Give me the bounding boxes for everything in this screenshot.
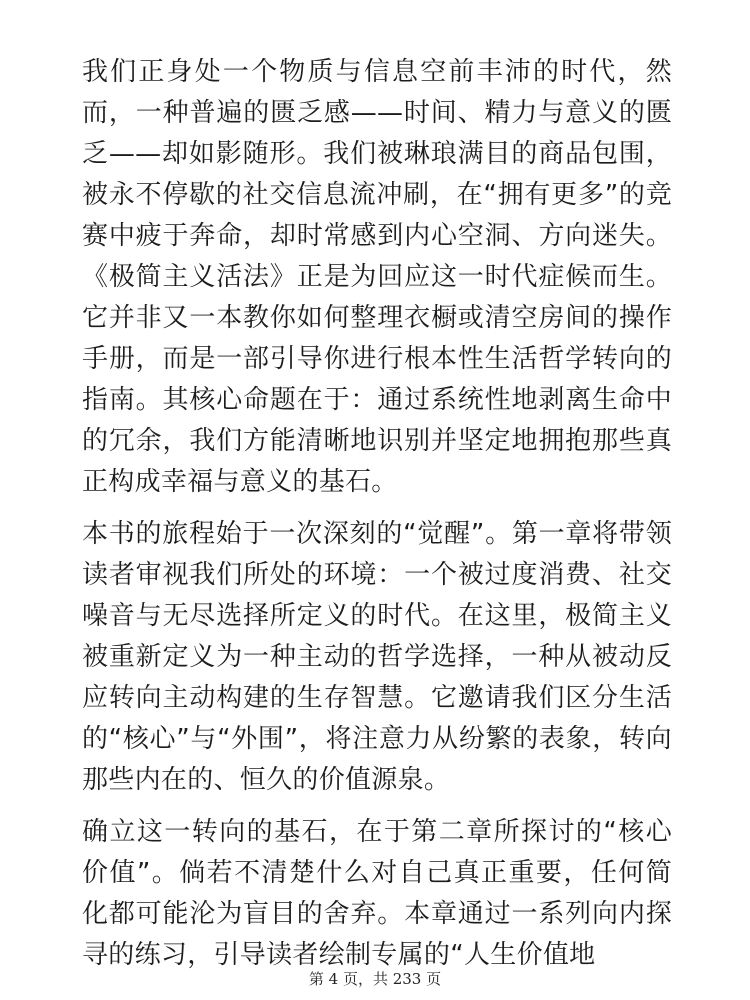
body-text [82,52,672,987]
paragraph-2: 本书的旅程始于一次深刻的“觉醒”。第一章将带领读者审视我们所处的环境：一个被过度消费、社交噪音与无尽选择所定义的时代。在这里，极简主义被重新定义为一种主动的哲学选择，一种从被动反应转向主动构建的生存智慧。它邀请我们区分生活的“核心”与“外围”，将注意力从纷繁的表象，转向那些内在的、恒久的价值源泉。 [82,519,672,795]
page-number: 第 4 页，共 233 页 [308,970,442,988]
paragraph-1: 我们正身处一个物质与信息空前丰沛的时代，然而，一种普遍的匮乏感——时间、精力与意义的匮乏——却如影随形。我们被琳琅满目的商品包围，被永不停歇的社交信息流冲刷，在“拥有更多”的竞赛中疲于奔命，却时常感到内心空洞、方向迷失。《极简主义活法》正是为回应这一时代症候而生。它并非又一本教你如何整理衣橱或清空房间的操作手册，而是一部引导你进行根本性生活哲学转向的指南。其核心命题在于：通过系统性地剥离生命中的冗余，我们方能清晰地识别并坚定地拥抱那些真正构成幸福与意义的基石。 [82,57,672,497]
paragraph-3: 确立这一转向的基石，在于第二章所探讨的“核心价值”。倘若不清楚什么对自己真正重要，任何简化都可能沦为盲目的舍弃。本章通过一系列向内探寻的练习，引导读者绘制专属的“人生价值地 [82,817,672,970]
